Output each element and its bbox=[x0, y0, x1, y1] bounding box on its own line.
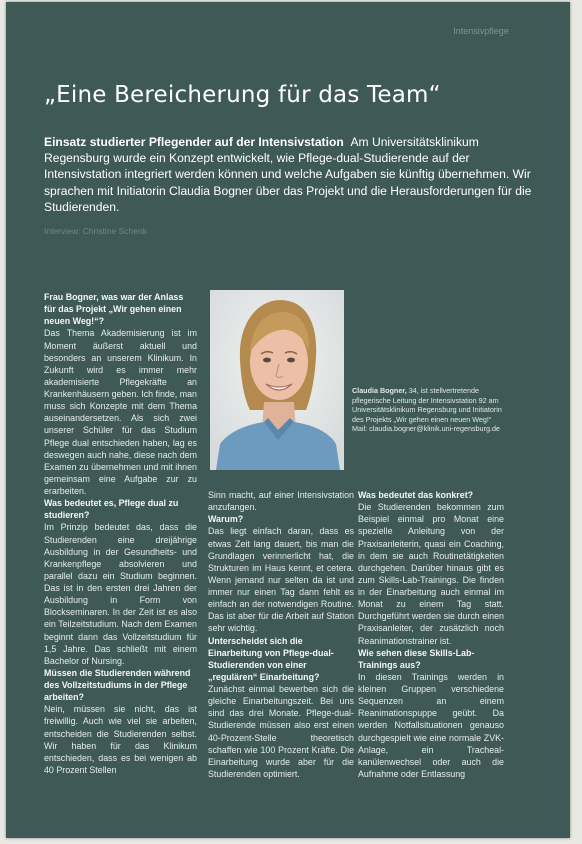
portrait-image bbox=[210, 290, 344, 470]
text-column-3 bbox=[358, 489, 504, 780]
text-column-2 bbox=[208, 489, 354, 780]
caption-mail: Mail: claudia.bogner@klinik.uni-regensburg.de bbox=[352, 424, 500, 434]
interview-answer: Zunächst einmal bewerben sich die gleiche Einarbeitungszeit. Bei uns sind das drei Monate. Pflege-dual-Studierende müssen also erst einen 40-Prozent-Stelle theoretisch schaffen wie 100 Prozent Kräfte. Die Einarbeitung wurde aber für die Studierenden optimiert. bbox=[208, 684, 354, 779]
interview-question: Müssen die Studierenden während des Vollzeitstudiums in der Pflege arbeiten? bbox=[44, 667, 191, 703]
photo-caption bbox=[352, 386, 502, 434]
byline: Interview: Christine Schenk bbox=[44, 226, 147, 236]
magazine-page bbox=[6, 2, 570, 838]
article-title: „Eine Bereicherung für das Team“ bbox=[44, 82, 441, 108]
interview-answer: In diesen Trainings werden in kleinen Gruppen verschiedene Sequenzen an einem Reanimationspuppe geübt. Da werden Notfallsituationen genauso durchgespielt wie eine normale ZVK-Anlage, ein Tracheal-kanülenwechsel oder auch die Aufnahme oder Entlassung bbox=[358, 671, 504, 779]
interview-question: Wie sehen diese Skills-Lab-Trainings aus? bbox=[358, 647, 475, 670]
interview-question: Frau Bogner, was war der Anlass für das Projekt „Wir gehen einen neuen Weg!“? bbox=[44, 292, 184, 327]
caption-name: Claudia Bogner, bbox=[352, 386, 407, 395]
interview-answer: Nein, müssen sie nicht, das ist freiwillig. Auch wie viel sie arbeiten, entscheiden die Studierenden selbst. Wir haben für das Klinikum entschieden, dass es bei wenigen ab 40 Prozent Stellen bbox=[44, 704, 197, 775]
interview-question: Unterscheidet sich die Einarbeitung von Pflege-dual-Studierenden von einer „regulären“ Einarbeitung? bbox=[208, 635, 334, 682]
interview-answer: Die Studierenden bekommen zum Beispiel einmal pro Monat eine spezielle Anleitung von der Praxisanleiterin, quasi ein Coaching, in dem sie auch Routinetätigkeiten durchgehen. Darüber hinaus gibt es zum Skills-Lab-Trainings. Die finden in der Einarbeitung auch einmal im Monat zu einem Tag statt. Durchgeführt werden sie durch einen Praxisanleiter, der zusätzlich noch Reanimationstrainer ist. bbox=[358, 502, 504, 646]
interview-answer: Sinn macht, auf einer Intensivstation anzufangen. bbox=[208, 490, 354, 513]
interview-question: Was bedeutet es, Pflege dual zu studieren? bbox=[44, 498, 179, 521]
section-tag: Intensivpflege bbox=[453, 26, 509, 36]
lead-text: Am Universitätsklinikum Regensburg wurde ein Konzept entwickelt, wie Pflege-dual-Studierende auf der Intensivstation integriert werden können und welche Aufgaben sie künftig übernehmen. Wir sprachen mit Initiatorin Claudia Bogner über das Projekt und die Herausforderungen für die Studierenden. bbox=[44, 135, 532, 214]
interview-answer: Das Thema Akademisierung ist im Moment äußerst aktuell und besonders an unserem Klinikum. In Zukunft wird es immer mehr akademisierte Pflegekräfte an Krankenhäusern geben. Ich finde, man muss sich Konzepte mit dem Thema auseinandersetzen. Als sich zwei unserer Schüler für das Studium Pflege dual entschieden haben, lag es deswegen auch nahe, diese nach dem Examen zu übernehmen und mit ihnen gemeinsam eine Aufgabe zur zu erarbeiten. bbox=[44, 328, 197, 496]
portrait-photo bbox=[210, 290, 344, 470]
interview-answer: Das liegt einfach daran, dass es etwas Zeit lang dauert, bis man die Grundlagen verinnerlicht hat, die Strukturen im Haus kennt, et cetera. Wenn jemand nur selten da ist und immer nur einen Tag dann fehlt es einfach an der notwendigen Routine. Das ist aber für die Arbeit auf Station sehr wichtig. bbox=[208, 526, 354, 634]
interview-answer: Im Prinzip bedeutet das, dass die Studierenden eine dreijährige Ausbildung in der Gesundheits- und Krankenpflege absolvieren und parallel dazu ein Studium beginnen. Das ist in den ersten drei Jahren der Ausbildung in Form von Blockseminaren. In der Zeit ist es also ein Teilzeitstudium. Nach dem Examen beginnt dann das Vollzeitstudium für 1,5 Jahre. Das schließt mit einem Bachelor of Nursing. bbox=[44, 522, 197, 666]
lead-heading: Einsatz studierter Pflegender auf der Intensivstation bbox=[44, 135, 344, 149]
interview-question: Warum? bbox=[208, 514, 244, 525]
article-lead bbox=[44, 134, 540, 215]
interview-question: Was bedeutet das konkret? bbox=[358, 490, 474, 500]
caption-text: 34, ist stellvertretende pflegerische Leitung der Intensivstation 92 am Universitätsklinikum Regensburg und Initiatorin des Projekts „Wir gehen einen neuen Weg!“ bbox=[352, 386, 502, 424]
text-column-1 bbox=[44, 291, 197, 776]
